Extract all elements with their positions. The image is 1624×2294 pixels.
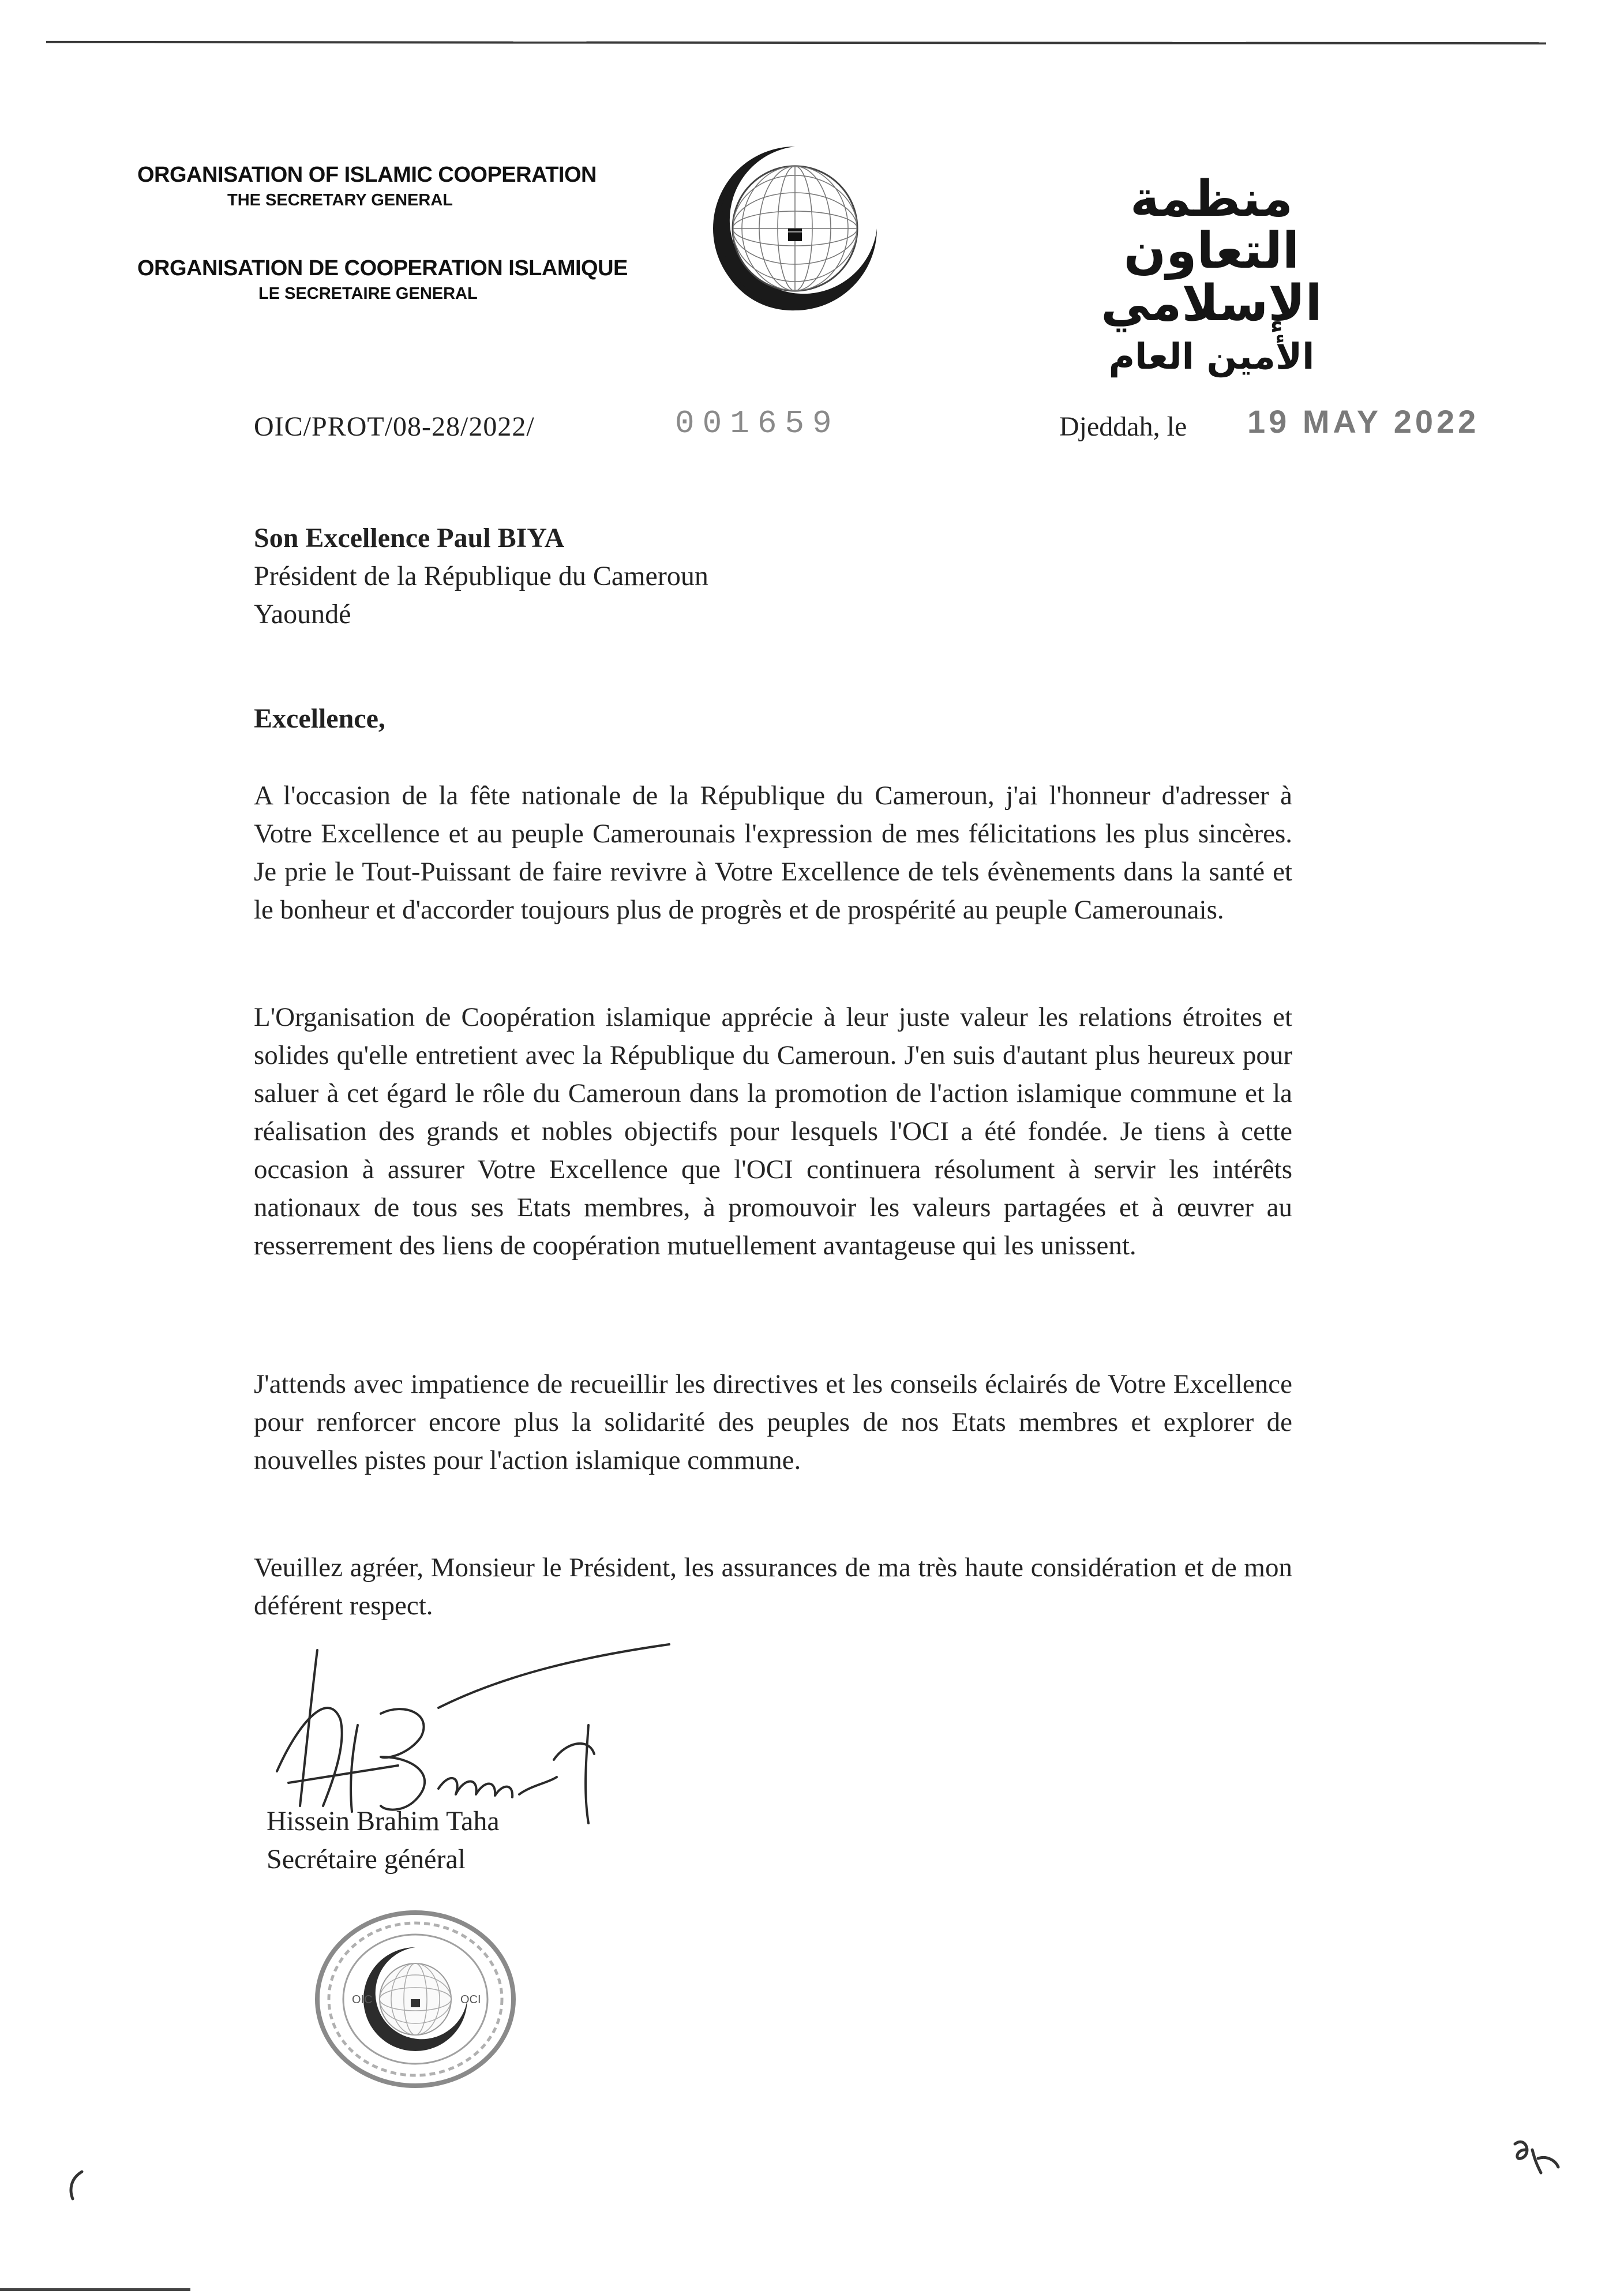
seal-left-label: OIC: [352, 1993, 373, 2006]
secretary-general-en: THE SECRETARY GENERAL: [227, 191, 453, 209]
reference-stamp-number: 001659: [675, 405, 840, 442]
body-paragraph-2: L'Organisation de Coopération islamique apprécie à leur juste valeur les relations étroites et solides qu'elle entretient avec la République du Cameroun. J'en suis d'autant plus heureux pour saluer à cet égard le rôle du Cameroun dans la promotion de l'action islamique commune et la réalisation des grands et nobles objectifs pour lesquels l'OCI a été fondée. Je tiens à cette occasion à assurer Votre Excellence que l'OCI continuera résolument à servir les intérêts nationaux de tous ses Etats membres, à promouvoir les valeurs partagées et à œuvrer au resserrement des liens de coopération mutuellement avantageuse qui les unissent.: [254, 1002, 1292, 1261]
seal-right-label: OCI: [460, 1993, 481, 2006]
addressee-name: Son Excellence Paul BIYA: [254, 523, 565, 553]
org-header-english: [137, 163, 597, 210]
signer-name: Hissein Brahim Taha: [267, 1806, 500, 1836]
body-paragraph-1: A l'occasion de la fête nationale de la République du Cameroun, j'ai l'honneur d'adresser à Votre Excellence et au peuple Camerounais l'expression de mes félicitations les plus sincères. Je prie le Tout-Puissant de faire revivre à Votre Excellence de tels évènements dans la santé et le bonheur et d'accorder toujours plus de progrès et de prospérité au peuple Camerounais.: [254, 781, 1292, 925]
date-stamp: 19 MAY 2022: [1247, 403, 1480, 440]
oic-logo-icon: [708, 142, 882, 315]
org-name-ar: منظمة التعاون الإسلامي: [1101, 170, 1322, 332]
signer-block: [267, 1802, 500, 1879]
closing-paragraph: Veuillez agréer, Monsieur le Président, les assurances de ma très haute considération et de mon déférent respect.: [254, 1553, 1292, 1621]
top-rule: [46, 41, 1546, 44]
secretary-general-fr: LE SECRETAIRE GENERAL: [258, 284, 478, 303]
bottom-rule: [0, 2288, 190, 2291]
addressee-block: [254, 519, 708, 634]
official-seal-stamp: [312, 1904, 519, 2089]
salutation: Excellence,: [254, 703, 385, 734]
addressee-title: Président de la République du Cameroun: [254, 561, 708, 591]
body-paragraph-3: J'attends avec impatience de recueillir les directives et les conseils éclairés de Votre Excellence pour renforcer encore plus la solidarité des peuples de nos Etats membres et explorer de nouvelles pistes pour l'action islamique commune.: [254, 1369, 1292, 1475]
handwritten-signature: [265, 1639, 704, 1829]
handwritten-initials: [1509, 2132, 1561, 2179]
org-header-arabic: [1062, 170, 1362, 377]
org-header-french: [137, 256, 628, 303]
corner-ink-mark: [65, 2167, 88, 2202]
place-label: Djeddah, le: [1059, 411, 1187, 442]
org-name-en: ORGANISATION OF ISLAMIC COOPERATION: [137, 163, 597, 187]
secretary-general-ar: الأمين العام: [1108, 335, 1315, 377]
reference-code: OIC/PROT/08-28/2022/: [254, 411, 535, 442]
org-name-fr: ORGANISATION DE COOPERATION ISLAMIQUE: [137, 256, 628, 280]
signer-title: Secrétaire général: [267, 1844, 466, 1875]
addressee-city: Yaoundé: [254, 599, 351, 629]
